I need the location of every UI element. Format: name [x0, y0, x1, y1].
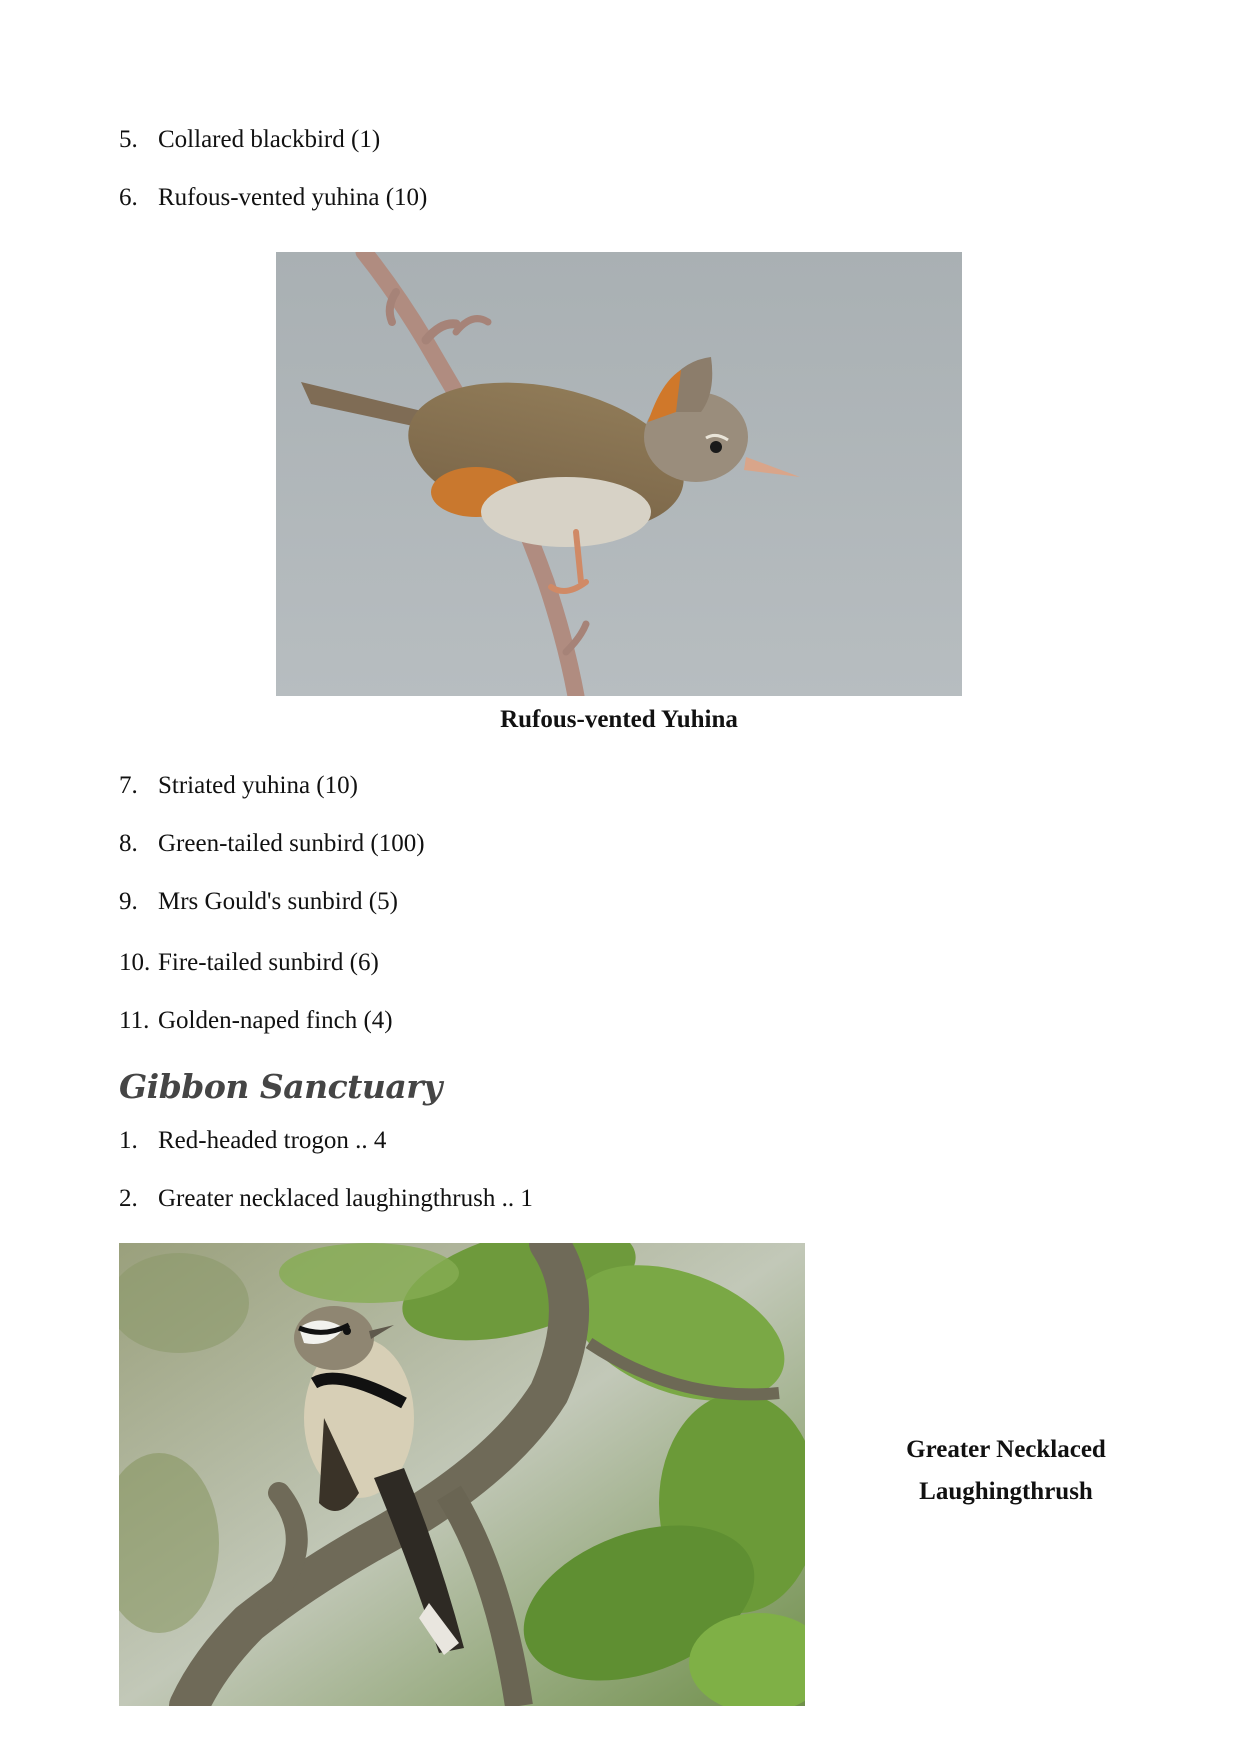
- list-number: 7.: [119, 772, 138, 799]
- list-text: Mrs Gould's sunbird (5): [158, 888, 398, 915]
- list-text: Red-headed trogon .. 4: [158, 1127, 387, 1154]
- list-number: 6.: [119, 184, 138, 211]
- list-text: Striated yuhina (10): [158, 772, 358, 799]
- figure-caption-line: Greater Necklaced: [906, 1436, 1106, 1463]
- list-number: 2.: [119, 1185, 138, 1212]
- list-number: 5.: [119, 126, 138, 153]
- yuhina-photo: [276, 252, 962, 696]
- list-number: 10.: [119, 949, 151, 976]
- section-heading: Gibbon Sanctuary: [119, 1067, 442, 1106]
- figure-caption: Rufous-vented Yuhina: [500, 706, 738, 733]
- list-number: 11.: [119, 1007, 150, 1034]
- figure-caption: [856, 1429, 1156, 1513]
- list-text: Greater necklaced laughingthrush .. 1: [158, 1185, 533, 1212]
- list-number: 8.: [119, 830, 138, 857]
- list-text: Green-tailed sunbird (100): [158, 830, 425, 857]
- list-number: 9.: [119, 888, 138, 915]
- list-text: Fire-tailed sunbird (6): [158, 949, 379, 976]
- list-text: Golden-naped finch (4): [158, 1007, 393, 1034]
- laughingthrush-photo: [119, 1243, 805, 1706]
- list-number: 1.: [119, 1127, 138, 1154]
- list-text: Rufous-vented yuhina (10): [158, 184, 428, 211]
- figure-caption-line: Laughingthrush: [919, 1478, 1093, 1505]
- list-text: Collared blackbird (1): [158, 126, 381, 153]
